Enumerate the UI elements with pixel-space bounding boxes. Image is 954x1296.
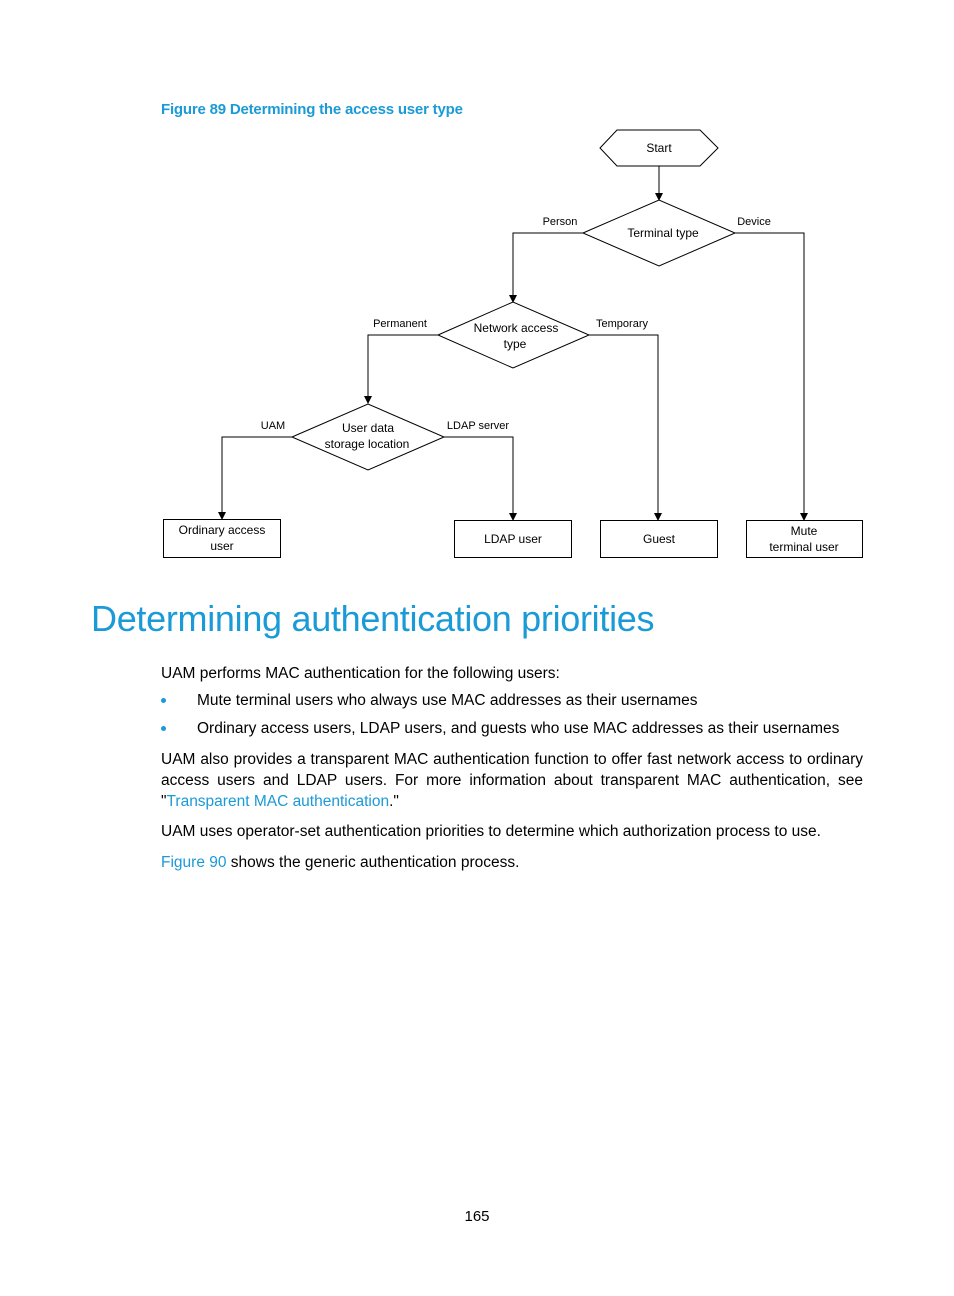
edge-label-ldap-server: LDAP server — [446, 420, 510, 432]
ldap-user-label: LDAP user — [484, 532, 542, 546]
paragraph-text: shows the generic authentication process. — [226, 854, 520, 871]
bullet-text: Ordinary access users, LDAP users, and guests who use MAC addresses as their usernames — [197, 720, 840, 737]
start-label: Start — [646, 141, 672, 155]
priorities-paragraph: UAM uses operator-set authentication priorities to determine which authorization process to use. — [161, 823, 821, 840]
edge-label-temporary: Temporary — [596, 318, 648, 330]
mute-label-2: terminal user — [769, 540, 839, 554]
network-access-label-1: Network access — [473, 321, 559, 335]
transparent-mac-paragraph — [161, 749, 863, 812]
network-access-label-2: type — [503, 337, 527, 351]
figure-reference-paragraph — [161, 852, 863, 873]
guest-label: Guest — [642, 532, 676, 546]
user-data-storage-decision — [292, 404, 444, 470]
start-node — [600, 130, 718, 166]
paragraph-end: ." — [389, 793, 399, 810]
edge-device — [735, 233, 804, 520]
edge-permanent — [368, 335, 438, 403]
edge-label-uam: UAM — [260, 420, 286, 432]
edge-ldap-server — [444, 437, 513, 520]
terminal-type-label: Terminal type — [627, 226, 699, 240]
edge-label-permanent: Permanent — [373, 318, 427, 330]
intro-paragraph: UAM performs MAC authentication for the following users: — [161, 665, 560, 682]
section-heading: Determining authentication priorities — [91, 598, 655, 639]
edge-person — [513, 233, 583, 302]
guest-node — [601, 521, 718, 558]
figure-90-link[interactable]: Figure 90 — [161, 854, 227, 871]
mute-terminal-user-node — [747, 521, 863, 558]
ldap-user-node — [455, 521, 572, 558]
transparent-mac-auth-link[interactable]: Transparent MAC authentication — [166, 793, 390, 810]
user-data-label-2: storage location — [324, 437, 410, 451]
figure-caption: Figure 89 Determining the access user type — [161, 101, 463, 118]
mute-label-1: Mute — [790, 524, 818, 538]
ordinary-label-2: user — [210, 539, 234, 553]
edge-temporary — [589, 335, 658, 520]
paragraph-text: UAM also provides a transparent MAC authentication function to offer fast network access to ordinary access users and LDAP users. For more information about transparent MAC authentication, see " — [161, 751, 863, 810]
access-user-type-flowchart — [0, 0, 954, 570]
ordinary-label-1: Ordinary access — [178, 523, 266, 537]
bullet-dot-icon — [161, 726, 166, 731]
terminal-type-decision — [583, 200, 735, 266]
edge-label-person: Person — [542, 216, 578, 228]
page-number: 165 — [464, 1208, 490, 1225]
ordinary-access-user-node — [164, 520, 281, 558]
user-data-label-1: User data — [341, 421, 395, 435]
bullet-text: Mute terminal users who always use MAC addresses as their usernames — [197, 692, 698, 709]
network-access-type-decision — [438, 302, 589, 368]
edge-label-device: Device — [737, 216, 771, 228]
bullet-dot-icon — [161, 698, 166, 703]
edge-uam — [222, 437, 292, 519]
